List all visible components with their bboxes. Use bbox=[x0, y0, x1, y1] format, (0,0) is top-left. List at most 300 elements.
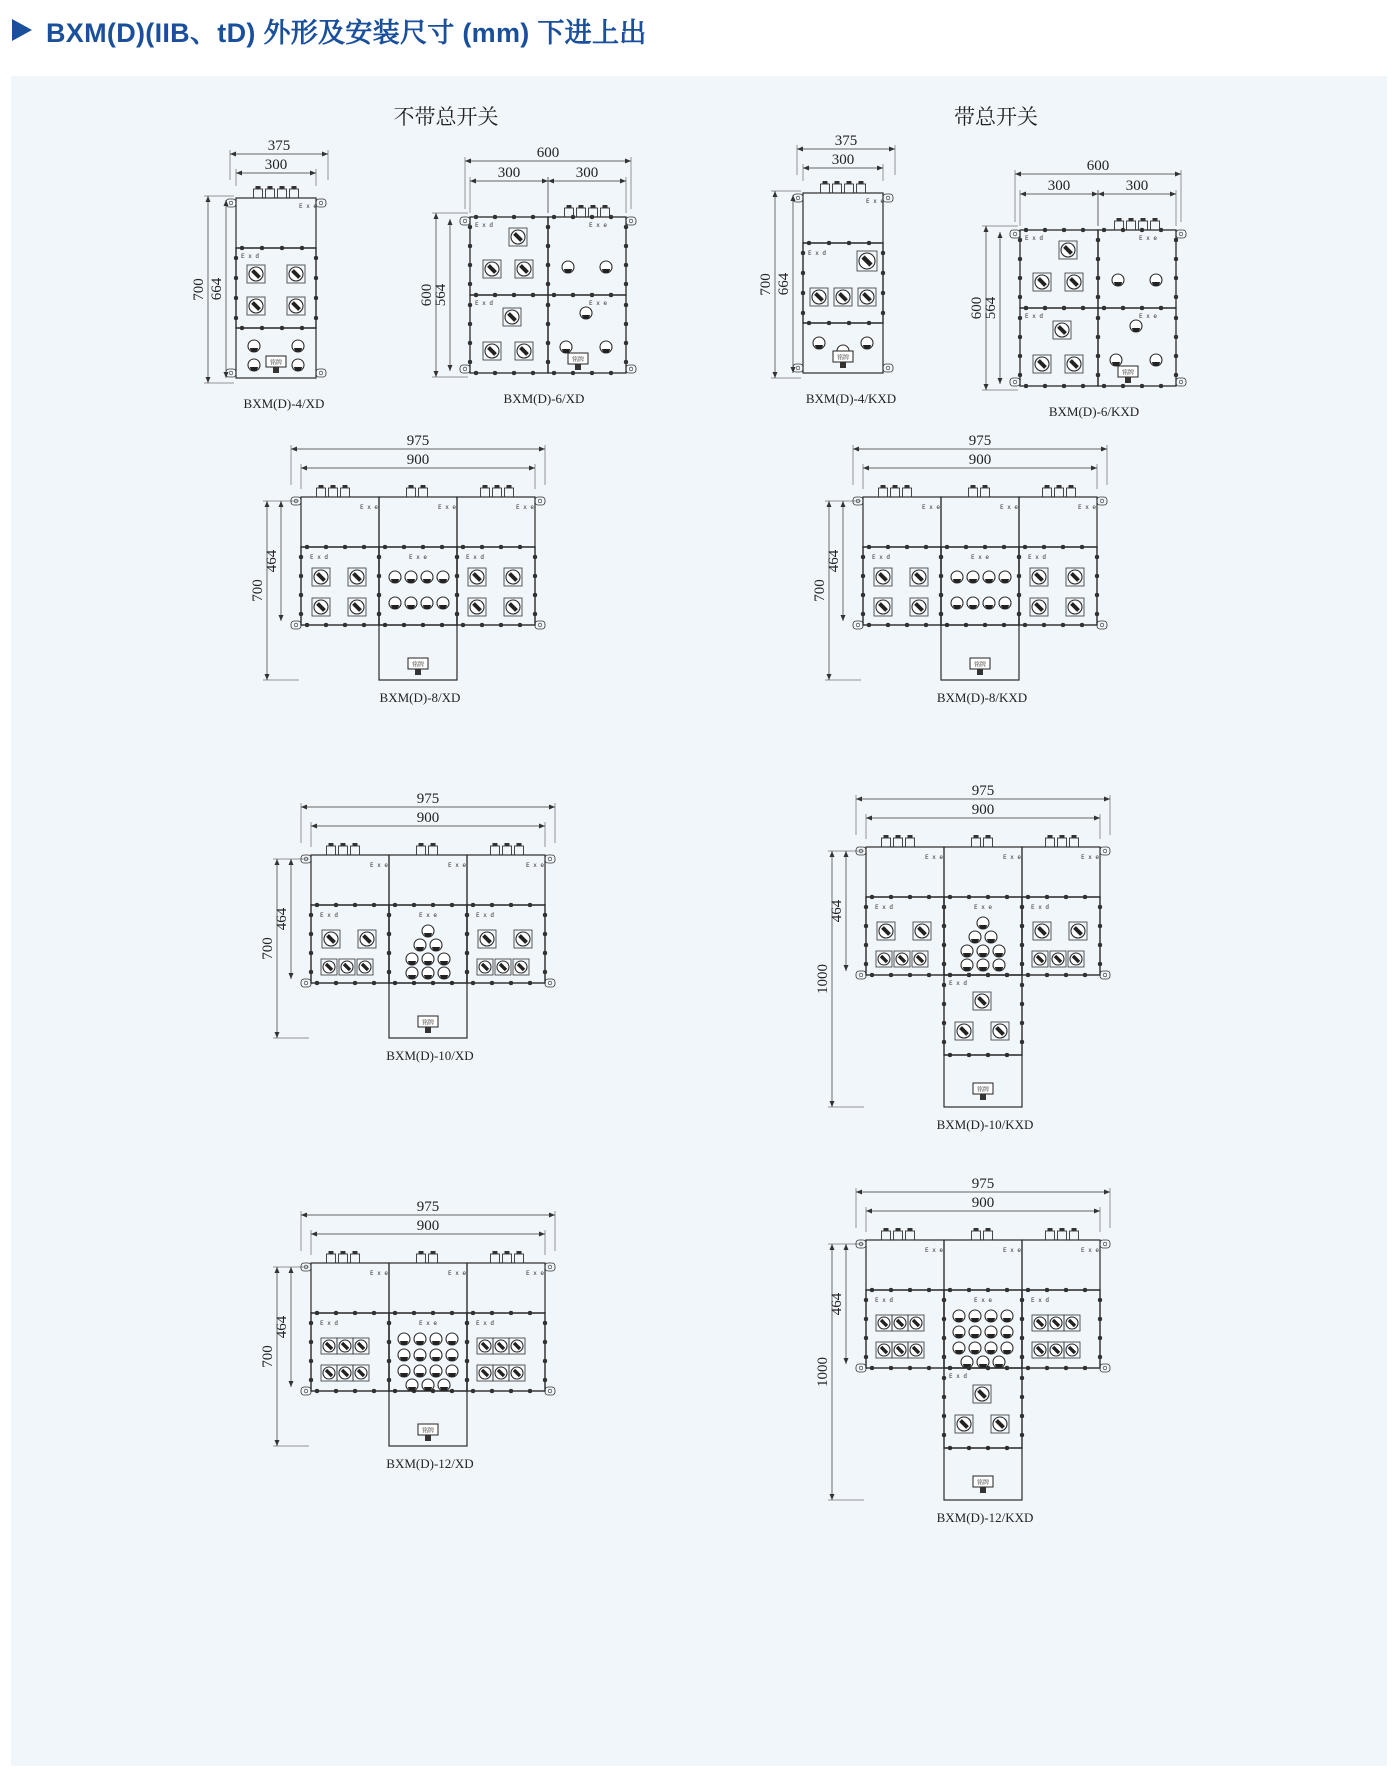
cable-gland-icon bbox=[1046, 835, 1079, 847]
indicator-lamp-icon bbox=[985, 1310, 997, 1322]
indicator-lamp-icon bbox=[422, 925, 434, 937]
rotary-switch-icon bbox=[287, 265, 305, 283]
indicator-lamp-icon bbox=[414, 1333, 426, 1345]
indicator-lamp-icon bbox=[985, 931, 997, 943]
indicator-lamp-icon bbox=[430, 1349, 442, 1361]
dimension-label: 1000 bbox=[815, 1357, 831, 1387]
nameplate-label: 铭牌 bbox=[411, 661, 425, 669]
drawing-caption: BXM(D)-12/KXD bbox=[936, 1510, 1034, 1525]
rotary-switch-icon bbox=[973, 1385, 991, 1403]
ex-mark-label: E x e bbox=[418, 912, 438, 919]
indicator-lamp-icon bbox=[406, 953, 418, 965]
dimension-label: 600 bbox=[969, 296, 985, 320]
rotary-switch-icon bbox=[503, 308, 521, 326]
ex-mark-label: E x e bbox=[588, 222, 608, 229]
indicator-lamp-icon bbox=[951, 571, 963, 583]
indicator-lamp-icon bbox=[422, 967, 434, 979]
rotary-switch-icon bbox=[493, 1338, 509, 1354]
indicator-lamp-icon bbox=[1150, 354, 1162, 366]
drawing-d7 bbox=[260, 791, 555, 1063]
dimension-label: 975 bbox=[416, 791, 440, 807]
indicator-lamp-icon bbox=[967, 597, 979, 609]
nameplate-icon bbox=[408, 658, 428, 675]
dimension-label: 900 bbox=[971, 1195, 995, 1211]
cable-gland-icon bbox=[565, 205, 610, 217]
ex-mark-label: E x e bbox=[298, 203, 318, 210]
rotary-switch-icon bbox=[504, 568, 522, 586]
ex-mark-label: E x d bbox=[475, 1320, 495, 1327]
rotary-switch-icon bbox=[1032, 1342, 1048, 1358]
dimension-label: 600 bbox=[536, 145, 560, 161]
ex-mark-label: E x e bbox=[359, 504, 379, 511]
cable-gland-icon bbox=[407, 485, 428, 497]
ex-mark-label: E x e bbox=[437, 504, 457, 511]
drawing-d4 bbox=[969, 158, 1186, 419]
indicator-lamp-icon bbox=[437, 597, 449, 609]
ex-mark-label: E x e bbox=[1080, 854, 1100, 861]
ex-mark-label: E x e bbox=[973, 1297, 993, 1304]
cable-gland-icon bbox=[481, 485, 514, 497]
rotary-switch-icon bbox=[312, 598, 330, 616]
indicator-lamp-icon bbox=[999, 571, 1011, 583]
dimension-label: 600 bbox=[419, 283, 435, 307]
dimension-label: 600 bbox=[1086, 158, 1110, 174]
rotary-switch-icon bbox=[287, 297, 305, 315]
nameplate-label: 铭牌 bbox=[973, 661, 987, 669]
drawing-d1 bbox=[191, 138, 328, 411]
drawing-caption: BXM(D)-10/XD bbox=[386, 1048, 474, 1063]
dimension-label: 975 bbox=[971, 1176, 995, 1192]
ex-mark-label: E x d bbox=[465, 554, 485, 561]
rotary-switch-icon bbox=[312, 568, 330, 586]
rotary-switch-icon bbox=[908, 1342, 924, 1358]
ex-mark-label: E x e bbox=[525, 1270, 545, 1277]
rotary-switch-icon bbox=[353, 1338, 369, 1354]
indicator-lamp-icon bbox=[422, 1379, 434, 1391]
indicator-lamp-icon bbox=[993, 945, 1005, 957]
ex-mark-label: E x e bbox=[1077, 504, 1097, 511]
rotary-switch-icon bbox=[858, 288, 876, 306]
dimension-label: 900 bbox=[971, 802, 995, 818]
rotary-switch-icon bbox=[1033, 273, 1051, 291]
dimension-label: 564 bbox=[983, 296, 999, 320]
dimension-label: 300 bbox=[497, 165, 521, 181]
nameplate-label: 铭牌 bbox=[836, 354, 850, 362]
indicator-lamp-icon bbox=[969, 1342, 981, 1354]
dimension-label: 464 bbox=[826, 549, 842, 573]
indicator-lamp-icon bbox=[389, 571, 401, 583]
dimension-label: 700 bbox=[260, 937, 276, 960]
indicator-lamp-icon bbox=[292, 359, 304, 371]
ex-mark-label: E x e bbox=[1138, 235, 1158, 242]
indicator-lamp-icon bbox=[977, 917, 989, 929]
rotary-switch-icon bbox=[876, 1315, 892, 1331]
cable-gland-icon bbox=[882, 835, 915, 847]
ex-mark-label: E x e bbox=[369, 862, 389, 869]
rotary-switch-icon bbox=[910, 568, 928, 586]
ex-mark-label: E x e bbox=[1080, 1247, 1100, 1254]
dimension-label: 300 bbox=[1125, 178, 1149, 194]
rotary-switch-icon bbox=[348, 568, 366, 586]
ex-mark-label: E x d bbox=[474, 222, 494, 229]
cable-gland-icon bbox=[491, 843, 524, 855]
nameplate-icon bbox=[833, 351, 853, 368]
rotary-switch-icon bbox=[348, 598, 366, 616]
ex-mark-label: E x e bbox=[865, 198, 885, 205]
rotary-switch-icon bbox=[477, 959, 493, 975]
ex-mark-label: E x e bbox=[924, 854, 944, 861]
indicator-lamp-icon bbox=[422, 953, 434, 965]
ex-mark-label: E x d bbox=[948, 1373, 968, 1380]
indicator-lamp-icon bbox=[600, 341, 612, 353]
dimension-label: 464 bbox=[274, 907, 290, 931]
indicator-lamp-icon bbox=[1001, 1310, 1013, 1322]
indicator-lamp-icon bbox=[414, 1365, 426, 1377]
indicator-lamp-icon bbox=[861, 337, 873, 349]
rotary-switch-icon bbox=[1066, 568, 1084, 586]
drawing-d8 bbox=[815, 783, 1110, 1132]
rotary-switch-icon bbox=[468, 598, 486, 616]
nameplate-icon bbox=[418, 1016, 438, 1033]
rotary-switch-icon bbox=[1048, 1342, 1064, 1358]
rotary-switch-icon bbox=[834, 288, 852, 306]
indicator-lamp-icon bbox=[438, 953, 450, 965]
indicator-lamp-icon bbox=[969, 931, 981, 943]
indicator-lamp-icon bbox=[437, 571, 449, 583]
ex-mark-label: E x e bbox=[924, 1247, 944, 1254]
ex-mark-label: E x e bbox=[447, 1270, 467, 1277]
drawing-d10 bbox=[815, 1176, 1110, 1525]
drawing-d9 bbox=[260, 1199, 555, 1471]
rotary-switch-icon bbox=[1068, 951, 1084, 967]
dimension-label: 375 bbox=[834, 133, 858, 149]
cable-gland-icon bbox=[972, 835, 993, 847]
indicator-lamp-icon bbox=[969, 1326, 981, 1338]
cable-gland-icon bbox=[1046, 1228, 1079, 1240]
rotary-switch-icon bbox=[321, 1365, 337, 1381]
dimension-label: 564 bbox=[433, 283, 449, 307]
cable-gland-icon bbox=[879, 485, 912, 497]
indicator-lamp-icon bbox=[969, 1310, 981, 1322]
rotary-switch-icon bbox=[1033, 355, 1051, 373]
indicator-lamp-icon bbox=[953, 1326, 965, 1338]
dimension-label: 700 bbox=[191, 278, 207, 301]
nameplate-icon bbox=[970, 658, 990, 675]
indicator-lamp-icon bbox=[406, 967, 418, 979]
dimension-label: 975 bbox=[416, 1199, 440, 1215]
rotary-switch-icon bbox=[477, 1365, 493, 1381]
rotary-switch-icon bbox=[874, 568, 892, 586]
ex-mark-label: E x e bbox=[999, 504, 1019, 511]
dimension-label: 700 bbox=[812, 579, 828, 602]
indicator-lamp-icon bbox=[430, 939, 442, 951]
indicator-lamp-icon bbox=[248, 359, 260, 371]
dimension-label: 975 bbox=[406, 433, 430, 449]
rotary-switch-icon bbox=[1032, 1315, 1048, 1331]
ex-mark-label: E x d bbox=[807, 250, 827, 257]
rotary-switch-icon bbox=[1030, 568, 1048, 586]
indicator-lamp-icon bbox=[1150, 274, 1162, 286]
nameplate-icon bbox=[1118, 366, 1138, 383]
indicator-lamp-icon bbox=[983, 571, 995, 583]
indicator-lamp-icon bbox=[398, 1333, 410, 1345]
indicator-lamp-icon bbox=[953, 1310, 965, 1322]
drawing-d3 bbox=[758, 133, 896, 406]
dimension-label: 700 bbox=[758, 273, 774, 296]
drawing-caption: BXM(D)-4/XD bbox=[243, 396, 325, 411]
ex-mark-label: E x e bbox=[970, 554, 990, 561]
drawing-d6 bbox=[812, 433, 1107, 705]
rotary-switch-icon bbox=[973, 992, 991, 1010]
ex-mark-label: E x d bbox=[319, 1320, 339, 1327]
dimension-label: 900 bbox=[416, 1218, 440, 1234]
indicator-lamp-icon bbox=[421, 597, 433, 609]
indicator-lamp-icon bbox=[999, 597, 1011, 609]
dimension-label: 464 bbox=[829, 899, 845, 923]
indicator-lamp-icon bbox=[398, 1349, 410, 1361]
rotary-switch-icon bbox=[339, 959, 355, 975]
rotary-switch-icon bbox=[892, 1315, 908, 1331]
drawing-caption: BXM(D)-6/XD bbox=[503, 391, 585, 406]
ex-mark-label: E x d bbox=[475, 912, 495, 919]
nameplate-label: 铭牌 bbox=[571, 356, 585, 364]
rotary-switch-icon bbox=[955, 1415, 973, 1433]
rotary-switch-icon bbox=[478, 930, 496, 948]
rotary-switch-icon bbox=[515, 342, 533, 360]
rotary-switch-icon bbox=[1066, 598, 1084, 616]
indicator-lamp-icon bbox=[421, 571, 433, 583]
rotary-switch-icon bbox=[857, 251, 877, 271]
ex-mark-label: E x e bbox=[973, 904, 993, 911]
ex-mark-label: E x d bbox=[874, 1297, 894, 1304]
ex-mark-label: E x d bbox=[948, 980, 968, 987]
rotary-switch-icon bbox=[483, 260, 501, 278]
ex-mark-label: E x d bbox=[1024, 313, 1044, 320]
ex-mark-label: E x d bbox=[1027, 554, 1047, 561]
indicator-lamp-icon bbox=[813, 337, 825, 349]
cable-gland-icon bbox=[1115, 218, 1160, 230]
rotary-switch-icon bbox=[955, 1022, 973, 1040]
ex-mark-label: E x e bbox=[1138, 313, 1158, 320]
rotary-switch-icon bbox=[1030, 598, 1048, 616]
rotary-switch-icon bbox=[910, 598, 928, 616]
indicator-lamp-icon bbox=[414, 939, 426, 951]
ex-mark-label: E x d bbox=[1024, 235, 1044, 242]
ex-mark-label: E x d bbox=[871, 554, 891, 561]
dimension-label: 664 bbox=[776, 272, 792, 296]
drawing-d5 bbox=[250, 433, 545, 705]
indicator-lamp-icon bbox=[961, 959, 973, 971]
nameplate-icon bbox=[973, 1476, 993, 1493]
cable-gland-icon bbox=[821, 181, 866, 193]
rotary-switch-icon bbox=[810, 288, 828, 306]
dimension-label: 975 bbox=[968, 433, 992, 449]
indicator-lamp-icon bbox=[446, 1349, 458, 1361]
rotary-switch-icon bbox=[513, 959, 529, 975]
dimension-label: 464 bbox=[274, 1315, 290, 1339]
ex-mark-label: E x e bbox=[525, 862, 545, 869]
drawing-caption: BXM(D)-6/KXD bbox=[1048, 404, 1140, 419]
section-title-without-main-switch: 不带总开关 bbox=[393, 105, 499, 129]
indicator-lamp-icon bbox=[961, 945, 973, 957]
indicator-lamp-icon bbox=[430, 1333, 442, 1345]
dimension-label: 375 bbox=[267, 138, 291, 154]
rotary-switch-icon bbox=[1064, 1342, 1080, 1358]
indicator-lamp-icon bbox=[405, 597, 417, 609]
section-title-with-main-switch: 带总开关 bbox=[954, 105, 1038, 129]
rotary-switch-icon bbox=[493, 1365, 509, 1381]
rotary-switch-icon bbox=[1069, 922, 1087, 940]
rotary-switch-icon bbox=[892, 1342, 908, 1358]
rotary-switch-icon bbox=[1048, 1315, 1064, 1331]
indicator-lamp-icon bbox=[580, 307, 592, 319]
cable-gland-icon bbox=[317, 485, 350, 497]
dimension-label: 464 bbox=[264, 549, 280, 573]
dimension-label: 700 bbox=[260, 1345, 276, 1368]
cable-gland-icon bbox=[969, 485, 990, 497]
ex-mark-label: E x e bbox=[1002, 1247, 1022, 1254]
rotary-switch-icon bbox=[912, 951, 928, 967]
ex-mark-label: E x e bbox=[1002, 854, 1022, 861]
dimension-label: 464 bbox=[829, 1292, 845, 1316]
nameplate-icon bbox=[973, 1083, 993, 1100]
ex-mark-label: E x e bbox=[588, 300, 608, 307]
rotary-switch-icon bbox=[913, 922, 931, 940]
ex-mark-label: E x e bbox=[369, 1270, 389, 1277]
nameplate-icon bbox=[568, 353, 588, 370]
indicator-lamp-icon bbox=[953, 1342, 965, 1354]
rotary-switch-icon bbox=[247, 265, 265, 283]
rotary-switch-icon bbox=[509, 1338, 525, 1354]
indicator-lamp-icon bbox=[446, 1333, 458, 1345]
rotary-switch-icon bbox=[357, 959, 373, 975]
dimension-label: 300 bbox=[264, 157, 288, 173]
rotary-switch-icon bbox=[874, 598, 892, 616]
dimension-label: 900 bbox=[416, 810, 440, 826]
rotary-switch-icon bbox=[322, 930, 340, 948]
rotary-switch-icon bbox=[908, 1315, 924, 1331]
nameplate-label: 铭牌 bbox=[269, 359, 283, 367]
indicator-lamp-icon bbox=[961, 1356, 973, 1368]
ex-mark-label: E x d bbox=[874, 904, 894, 911]
nameplate-label: 铭牌 bbox=[976, 1479, 990, 1487]
rotary-switch-icon bbox=[991, 1415, 1009, 1433]
indicator-lamp-icon bbox=[1110, 354, 1122, 366]
ex-mark-label: E x e bbox=[447, 862, 467, 869]
indicator-lamp-icon bbox=[414, 1349, 426, 1361]
dimension-label: 900 bbox=[968, 452, 992, 468]
dimension-label: 300 bbox=[831, 152, 855, 168]
rotary-switch-icon bbox=[247, 297, 265, 315]
dimension-label: 700 bbox=[250, 579, 266, 602]
rotary-switch-icon bbox=[515, 260, 533, 278]
nameplate-label: 铭牌 bbox=[976, 1086, 990, 1094]
indicator-lamp-icon bbox=[977, 945, 989, 957]
indicator-lamp-icon bbox=[951, 597, 963, 609]
rotary-switch-icon bbox=[894, 951, 910, 967]
indicator-lamp-icon bbox=[985, 1326, 997, 1338]
indicator-lamp-icon bbox=[1112, 274, 1124, 286]
ex-mark-label: E x e bbox=[408, 554, 428, 561]
indicator-lamp-icon bbox=[406, 1379, 418, 1391]
cable-gland-icon bbox=[417, 843, 438, 855]
indicator-lamp-icon bbox=[446, 1365, 458, 1377]
dimension-label: 975 bbox=[971, 783, 995, 799]
indicator-lamp-icon bbox=[438, 1379, 450, 1391]
indicator-lamp-icon bbox=[248, 340, 260, 352]
cable-gland-icon bbox=[491, 1251, 524, 1263]
indicator-lamp-icon bbox=[389, 597, 401, 609]
drawing-caption: BXM(D)-8/KXD bbox=[936, 690, 1028, 705]
rotary-switch-icon bbox=[1032, 951, 1048, 967]
dimension-label: 664 bbox=[209, 277, 225, 301]
indicator-lamp-icon bbox=[405, 571, 417, 583]
indicator-lamp-icon bbox=[1001, 1342, 1013, 1354]
rotary-switch-icon bbox=[337, 1365, 353, 1381]
cable-gland-icon bbox=[327, 1251, 360, 1263]
ex-mark-label: E x e bbox=[921, 504, 941, 511]
cable-gland-icon bbox=[327, 843, 360, 855]
rotary-switch-icon bbox=[358, 930, 376, 948]
rotary-switch-icon bbox=[337, 1338, 353, 1354]
page-title: BXM(D)(IIB、tD) 外形及安装尺寸 (mm) 下进上出 bbox=[46, 17, 647, 48]
rotary-switch-icon bbox=[477, 1338, 493, 1354]
rotary-switch-icon bbox=[877, 922, 895, 940]
rotary-switch-icon bbox=[876, 951, 892, 967]
ex-mark-label: E x d bbox=[1030, 904, 1050, 911]
cable-gland-icon bbox=[254, 186, 299, 198]
rotary-switch-icon bbox=[321, 1338, 337, 1354]
indicator-lamp-icon bbox=[1001, 1326, 1013, 1338]
dimension-label: 1000 bbox=[815, 964, 831, 994]
cable-gland-icon bbox=[882, 1228, 915, 1240]
rotary-switch-icon bbox=[509, 1365, 525, 1381]
rotary-switch-icon bbox=[876, 1342, 892, 1358]
ex-mark-label: E x d bbox=[240, 253, 260, 260]
drawing-caption: BXM(D)-8/XD bbox=[379, 690, 461, 705]
indicator-lamp-icon bbox=[967, 571, 979, 583]
ex-mark-label: E x d bbox=[1030, 1297, 1050, 1304]
cable-gland-icon bbox=[972, 1228, 993, 1240]
ex-mark-label: E x d bbox=[309, 554, 329, 561]
drawings-layer bbox=[191, 133, 1186, 1525]
drawing-caption: BXM(D)-4/KXD bbox=[805, 391, 897, 406]
nameplate-icon bbox=[418, 1424, 438, 1441]
indicator-lamp-icon bbox=[993, 959, 1005, 971]
rotary-switch-icon bbox=[1059, 241, 1077, 259]
rotary-switch-icon bbox=[504, 598, 522, 616]
rotary-switch-icon bbox=[509, 228, 527, 246]
rotary-switch-icon bbox=[514, 930, 532, 948]
drawing-caption: BXM(D)-10/KXD bbox=[936, 1117, 1034, 1132]
cable-gland-icon bbox=[417, 1251, 438, 1263]
dimension-label: 300 bbox=[575, 165, 599, 181]
indicator-lamp-icon bbox=[993, 1356, 1005, 1368]
rotary-switch-icon bbox=[1065, 273, 1083, 291]
rotary-switch-icon bbox=[483, 342, 501, 360]
rotary-switch-icon bbox=[1050, 951, 1066, 967]
dimension-label: 300 bbox=[1047, 178, 1071, 194]
cable-gland-icon bbox=[1043, 485, 1076, 497]
indicator-lamp-icon bbox=[977, 959, 989, 971]
drawing-d2 bbox=[419, 145, 636, 406]
rotary-switch-icon bbox=[1033, 922, 1051, 940]
rotary-switch-icon bbox=[991, 1022, 1009, 1040]
indicator-lamp-icon bbox=[438, 967, 450, 979]
rotary-switch-icon bbox=[353, 1365, 369, 1381]
nameplate-label: 铭牌 bbox=[421, 1019, 435, 1027]
indicator-lamp-icon bbox=[398, 1365, 410, 1377]
